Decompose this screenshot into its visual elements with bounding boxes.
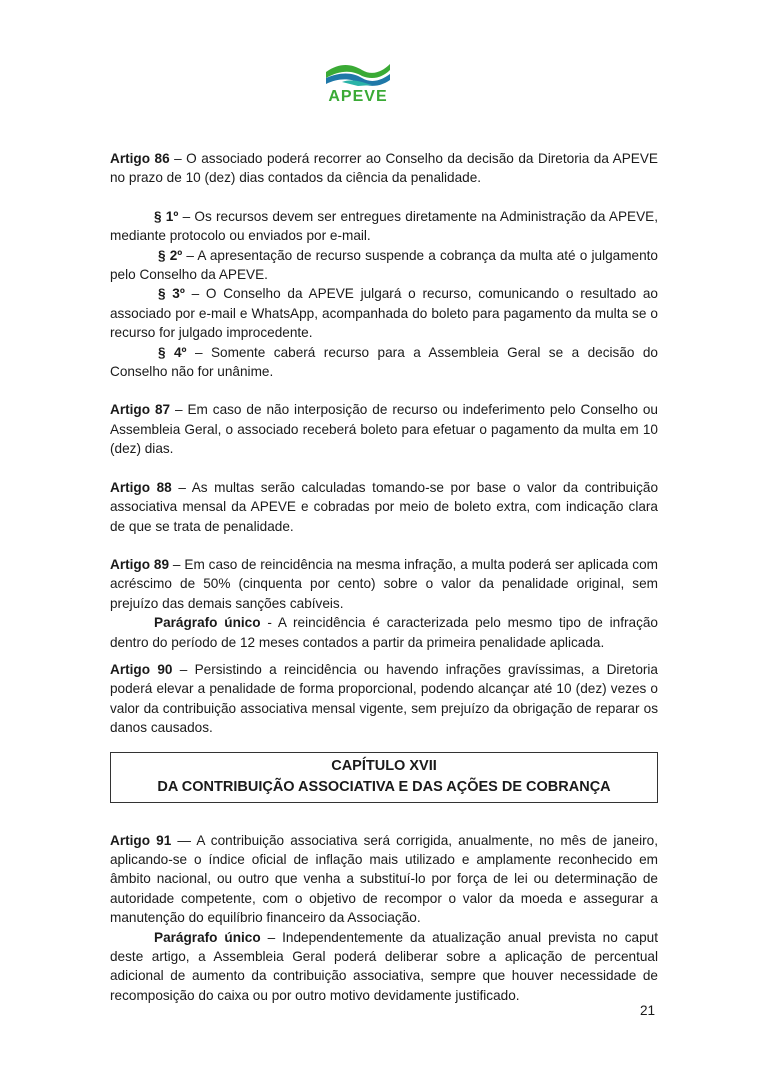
apeve-logo <box>322 58 394 108</box>
article-87: Artigo 87 – Em caso de não interposição de recurso ou indeferimento pelo Conselho ou Assembleia Geral, o associado receberá boleto para efetuar o pagamento da multa em 10 (dez) dias. <box>110 402 658 457</box>
sole-paragraph-89: Parágrafo único - A reincidência é caracterizada pelo mesmo tipo de infração dentro do período de 12 meses contados a partir da primeira penalidade aplicada. <box>110 615 658 650</box>
paragraph-3: § 3º – O Conselho da APEVE julgará o recurso, comunicando o resultado ao associado por e-mail e WhatsApp, acompanhada do boleto para pagamento da multa se o recurso for julgado improcedente. <box>110 286 658 341</box>
chapter-subtitle: DA CONTRIBUIÇÃO ASSOCIATIVA E DAS AÇÕES DE COBRANÇA <box>157 778 611 795</box>
sole-paragraph-91: Parágrafo único – Independentemente da atualização anual prevista no caput deste artigo, a Assembleia Geral poderá deliberar sobre a aplicação de percentual adicional de aumento da contribuição associativa, sempre que houver necessidade de recomposição do caixa ou por outro motivo devidamente justificado. <box>110 929 658 1003</box>
paragraph-4: § 4º – Somente caberá recurso para a Assembleia Geral se a decisão do Conselho não for unânime. <box>110 344 658 380</box>
paragraph-1: § 1º – Os recursos devem ser entregues diretamente na Administração da APEVE, mediante protocolo ou enviados por e-mail. <box>110 208 658 244</box>
chapter-title: CAPÍTULO XVII <box>331 757 437 774</box>
article-90: Artigo 90 – Persistindo a reincidência ou havendo infrações gravíssimas, a Diretoria poderá elevar a penalidade de forma proporcional, podendo alcançar até 10 (dez) vezes o valor da contribuição associativa mensal vigente, sem prejuízo da obrigação de reparar os danos causados. <box>110 661 658 736</box>
article-89: Artigo 89 – Em caso de reincidência na mesma infração, a multa poderá ser aplicada com acréscimo de 50% (cinquenta por cento) sobre o valor da penalidade original, sem prejuízo das demais sanções cabíveis. <box>110 556 658 611</box>
article-86: Artigo 86 – O associado poderá recorrer ao Conselho da decisão da Diretoria da APEVE no prazo de 10 (dez) dias contados da ciência da penalidade. <box>110 151 658 186</box>
paragraph-2: § 2º – A apresentação de recurso suspende a cobrança da multa até o julgamento pelo Conselho da APEVE. <box>110 247 658 283</box>
article-91: Artigo 91 — A contribuição associativa será corrigida, anualmente, no mês de janeiro, aplicando-se o índice oficial de inflação mais utilizado e amplamente reconhecido em âmbito nacional, ou outro que venha a substituí-lo por força de lei ou determinação de autoridade competente, com o objetivo de recompor o valor da moeda e assegurar a manutenção do equilíbrio financeiro da Associação. <box>110 832 658 926</box>
chapter-heading <box>110 752 658 803</box>
logo-waves-icon <box>322 58 394 88</box>
document-body <box>110 149 658 1005</box>
article-88: Artigo 88 – As multas serão calculadas tomando-se por base o valor da contribuição associativa mensal da APEVE e cobradas por meio de boleto extra, com indicação clara de que se trata de penalidade. <box>110 479 659 534</box>
logo-text: APEVE <box>328 88 388 105</box>
page-number: 21 <box>640 1003 656 1018</box>
